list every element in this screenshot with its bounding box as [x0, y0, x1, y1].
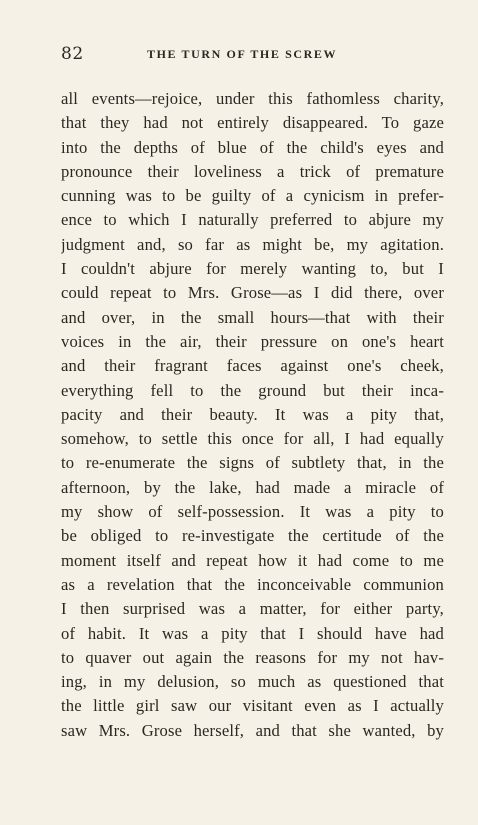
text-line: moment itself and repeat how it had come to me [61, 550, 444, 570]
text-line: judgment and, so far as might be, my agitation. [61, 234, 444, 254]
text-line: that they had not entirely disappeared. To gaze [61, 113, 444, 133]
body-text [61, 87, 444, 743]
page-number: 82 [61, 44, 84, 64]
text-line: to re-enumerate the signs of subtlety that, in the [61, 453, 444, 473]
text-line: cunning was to be guilty of a cynicism in prefer- [61, 186, 444, 206]
text-line: I couldn't abjure for merely wanting to, but I [61, 259, 444, 279]
page-header [61, 44, 444, 66]
text-line: of habit. It was a pity that I should have had [61, 623, 444, 643]
text-line: voices in the air, their pressure on one's heart [61, 331, 444, 351]
text-line: and their fragrant faces against one's cheek, [61, 356, 444, 376]
text-line: as a revelation that the inconceivable communion [61, 574, 444, 594]
text-line: ence to which I naturally preferred to abjure my [61, 210, 444, 230]
text-line: pacity and their beauty. It was a pity that, [61, 404, 444, 424]
text-line: could repeat to Mrs. Grose—as I did there, over [61, 283, 444, 303]
text-line: ing, in my delusion, so much as questioned that [61, 672, 444, 692]
text-line: afternoon, by the lake, had made a miracle of [61, 477, 444, 497]
text-line: my show of self-possession. It was a pity to [61, 502, 444, 522]
text-line: and over, in the small hours—that with their [61, 307, 444, 327]
text-line: the little girl saw our visitant even as I actually [61, 696, 444, 716]
text-line: all events—rejoice, under this fathomless charity, [61, 89, 444, 108]
text-line: into the depths of blue of the child's eyes and [61, 137, 444, 157]
text-line: be obliged to re-investigate the certitude of the [61, 526, 444, 546]
text-line: somehow, to settle this once for all, I had equally [61, 429, 444, 449]
text-line: everything fell to the ground but their inca- [61, 380, 444, 400]
running-head: THE TURN OF THE SCREW [147, 47, 338, 61]
text-line: to quaver out again the reasons for my not hav- [61, 647, 444, 667]
text-line: I then surprised was a matter, for either party, [61, 599, 444, 619]
text-line: pronounce their loveliness a trick of premature [61, 161, 444, 181]
text-line: saw Mrs. Grose herself, and that she wanted, by [61, 720, 444, 740]
